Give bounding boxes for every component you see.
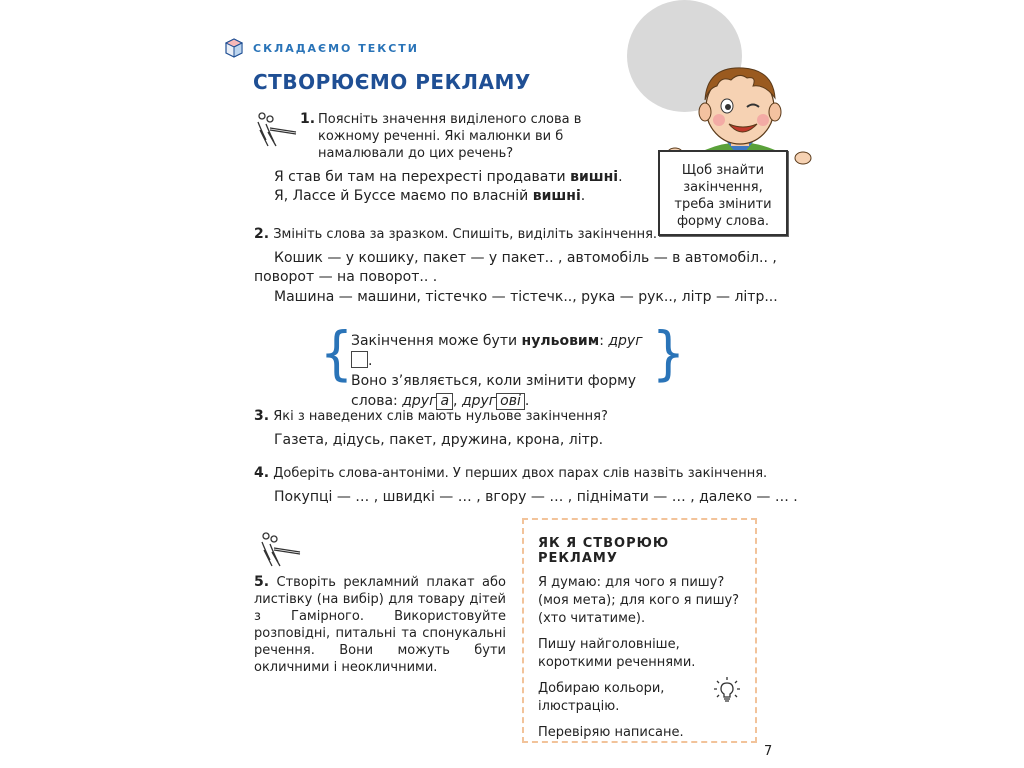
- task-number: 1.: [300, 111, 316, 127]
- example-word: друг: [608, 333, 643, 349]
- task-number: 4.: [254, 465, 270, 481]
- exercise-line: Машина — машини, тістечко — тістечк.., рука — рук.., літр — літр...: [274, 289, 778, 305]
- task-heading: [254, 226, 657, 243]
- task-number: 3.: [254, 408, 270, 424]
- cube-icon: [224, 38, 244, 58]
- light-bulb-icon: [712, 675, 742, 705]
- task-text: Доберіть слова-антоніми. У перших двох парах слів назвіть закінчення.: [273, 466, 768, 481]
- section-label: СКЛАДАЄМО ТЕКСТИ: [253, 42, 420, 55]
- rule-text: .: [524, 393, 530, 409]
- task-number: 2.: [254, 226, 270, 242]
- exercise-line: Кошик — у кошику, пакет — у пакет.. , автомобіль — в автомобіл.. ,: [274, 250, 777, 266]
- tip-paragraph: Пишу найголовніше, короткими реченнями.: [538, 637, 696, 670]
- rule-text: :: [599, 333, 609, 349]
- example-text: Я став би там на перехресті продавати: [274, 169, 571, 185]
- exercise-line: Покупці — … , швидкі — … , вгору — … , піднімати — … , далеко — … .: [274, 489, 798, 505]
- highlighted-word: вишні: [570, 169, 619, 185]
- task-heading: [254, 574, 506, 676]
- rule-box: [351, 331, 651, 411]
- task-text: Поясніть значення виділеного слова в кожному реченні. Які малюнки ви б намалювали до цих речень?: [318, 112, 582, 161]
- ending-box: ові: [496, 393, 525, 410]
- tips-title: ЯК Я СТВОРЮЮ РЕКЛАМУ: [538, 536, 670, 566]
- task-text: Які з наведених слів мають нульове закінчення?: [273, 409, 608, 424]
- ending-box: а: [436, 393, 453, 410]
- right-brace: }: [651, 319, 686, 387]
- sign-line: закінчення,: [683, 180, 763, 195]
- example-text: .: [580, 188, 586, 204]
- tip-paragraph: Я думаю: для чого я пишу? (моя мета); для кого я пишу? (хто читатиме).: [538, 575, 740, 626]
- sign-line: треба змінити: [674, 197, 772, 212]
- example-sentence: [274, 168, 623, 187]
- rule-line: Закінчення може бути нульовим: друг.: [351, 333, 643, 369]
- page-number: 7: [764, 744, 773, 759]
- tip-paragraph: Добираю кольори, ілюстрацію.: [538, 681, 665, 714]
- rule-text: Закінчення може бути: [351, 333, 522, 349]
- exercise-line: поворот — на поворот.. .: [254, 269, 438, 285]
- example-word: друг: [461, 393, 497, 409]
- example-word: друг: [402, 393, 437, 409]
- example-sentence: [274, 187, 585, 206]
- task-heading: [254, 408, 608, 425]
- left-brace: {: [319, 319, 354, 387]
- highlighted-word: вишні: [532, 188, 581, 204]
- tip-sign: [658, 150, 788, 236]
- zero-ending-box: [351, 351, 368, 368]
- group-work-icon: [254, 110, 298, 148]
- sign-line: Щоб знайти: [681, 163, 765, 178]
- exercise-line: Газета, дідусь, пакет, дружина, крона, літр.: [274, 432, 604, 448]
- rule-text: ,: [453, 393, 462, 409]
- page-title: СТВОРЮЄМО РЕКЛАМУ: [253, 70, 531, 94]
- rule-bold: нульовим: [521, 333, 600, 349]
- example-text: .: [618, 169, 623, 185]
- rule-text: слова:: [351, 393, 403, 409]
- task-text: Змініть слова за зразком. Спишіть, виділіть закінчення.: [273, 227, 658, 242]
- task-number: 5.: [254, 574, 270, 590]
- group-work-icon: [258, 530, 302, 568]
- tips-box: [522, 518, 757, 743]
- sign-line: форму слова.: [676, 214, 770, 229]
- task-text: Створіть рекламний плакат або листівку (на вибір) для товару дітей з Гамірного. Використовуйте розповідні, питальні та спонукальні речення. Вони можуть бути окличними і неокличними.: [254, 575, 506, 675]
- tip-paragraph: Перевіряю написане.: [538, 725, 684, 740]
- example-text: Я, Лассе й Буссе маємо по власній: [274, 188, 533, 204]
- rule-line: Воно з’являється, коли змінити форму: [351, 373, 637, 389]
- task-heading: [254, 465, 767, 482]
